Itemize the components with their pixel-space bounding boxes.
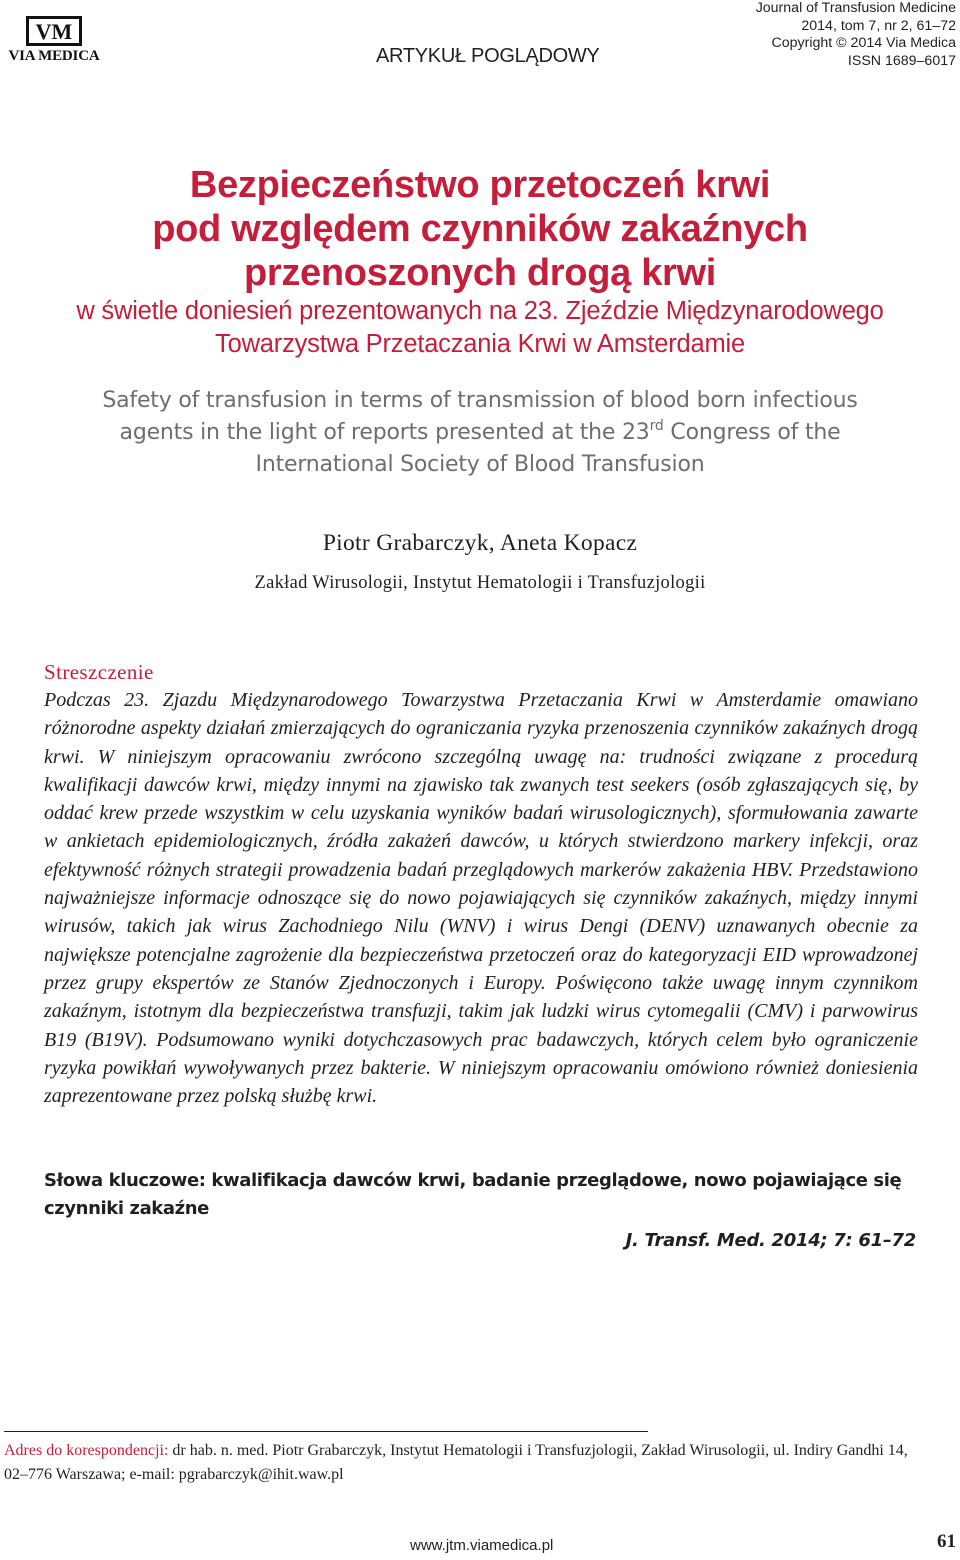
logo-mark-text: VM (35, 19, 73, 44)
affiliation: Zakład Wirusologii, Instytut Hematologii i Transfuzjologii (254, 573, 706, 593)
title-polish-line: Bezpieczeństwo przetoczeń krwi (189, 164, 771, 206)
keywords: Słowa kluczowe: kwalifikacja dawców krwi, badanie przeglądowe, nowo pojawiające się czynniki zakaźne (44, 1170, 902, 1219)
journal-name: Journal of Transfusion Medicine (755, 0, 956, 16)
title-english (0, 385, 960, 481)
citation: J. Transf. Med. 2014; 7: 61–72 (625, 1230, 916, 1251)
journal-info (756, 0, 956, 70)
journal-copyright: Copyright © 2014 Via Medica (771, 35, 956, 51)
article-type: ARTYKUŁ POGLĄDOWY (376, 45, 600, 67)
title-polish (0, 163, 960, 295)
abstract-body: Podczas 23. Zjazdu Międzynarodowego Towarzystwa Przetaczania Krwi w Amsterdamie omawiano różnorodne aspekty działań zmierzających do ograniczania ryzyka przenoszenia czynników zakaźnych drogą krwi. W niniejszym opracowaniu zwrócono szczególną uwagę na: trudności związane z procedurą kwalifikacji dawców krwi, między innymi na zjawisko tak zwanych test seekers (osób zgłaszających się, by oddać krew przede wszystkim w celu uzyskania wyników badań wirusologicznych), sformułowania zawarte w ankietach epidemiologicznych, źródła zakażeń dawców, u których stwierdzono markery infekcji, oraz efektywność różnych strategii prowadzenia badań przeglądowych markerów zakażenia HBV. Przedstawiono najważniejsze informacje odnoszące się do nowo pojawiających się czynników zakaźnych, między innymi wirusów, takich jak wirus Zachodniego Nilu (WNV) i wirus Dengi (DENV) uznawanych obecnie za największe potencjalne zagrożenie dla bezpieczeństwa przetoczeń oraz do kategoryzacji EID wprowadzonej przez grupy ekspertów ze Stanów Zjednoczonych i Europy. Poświęcono także uwagę innym czynnikom zakaźnym, istotnym dla bezpieczeństwa transfuzji, takim jak ludzki wirus cytomegalii (CMV) i parwowirus B19 (B19V). Podsumowano wyniki dotychczasowych prac badawczych, których celem było ograniczenie ryzyka powikłań wywoływanych przez bakterie. W niniejszym opracowaniu omówiono również doniesienia zaprezentowane przez polską służbę krwi. (44, 689, 918, 1108)
title-polish-line: przenoszonych drogą krwi (243, 252, 717, 294)
ordinal-superscript: rd (649, 418, 664, 434)
logo-text: VIA MEDICA (8, 48, 100, 64)
page-number: 61 (937, 1531, 956, 1552)
journal-issn: ISSN 1689–6017 (847, 52, 956, 69)
subtitle-polish-line: Towarzystwa Przetaczania Krwi w Amsterdamie (215, 330, 745, 358)
title-polish-line: pod względem czynników zakaźnych (152, 208, 808, 250)
authors: Piotr Grabarczyk, Aneta Kopacz (322, 530, 638, 556)
footnote-divider (4, 1431, 648, 1432)
abstract-heading: Streszczenie (44, 660, 154, 684)
correspondence-text: dr hab. n. med. Piotr Grabarczyk, Instytut Hematologii i Transfuzjologii, Zakład Wirusologii, ul. Indiry Gandhi 14, 02–776 Warszawa; e-mail: pgrabarczyk@ihit.waw.pl (4, 1442, 908, 1483)
subtitle-polish (0, 295, 960, 361)
correspondence-label: Adres do korespondencji: (4, 1442, 169, 1459)
journal-volume: 2014, tom 7, nr 2, 61–72 (801, 17, 956, 34)
title-english-line: International Society of Blood Transfusion (255, 452, 705, 477)
subtitle-polish-line: w świetle doniesień prezentowanych na 23. Zjeździe Międzynarodowego (76, 297, 884, 325)
correspondence-address (4, 1439, 924, 1487)
publisher-logo (4, 16, 104, 66)
title-english-line: Safety of transfusion in terms of transmission of blood born infectious (102, 388, 858, 413)
via-medica-logo-mark (26, 16, 82, 46)
footer-url[interactable]: www.jtm.viamedica.pl (410, 1537, 554, 1554)
title-english-line: agents in the light of reports presented at the 23rd Congress of the (119, 418, 841, 445)
